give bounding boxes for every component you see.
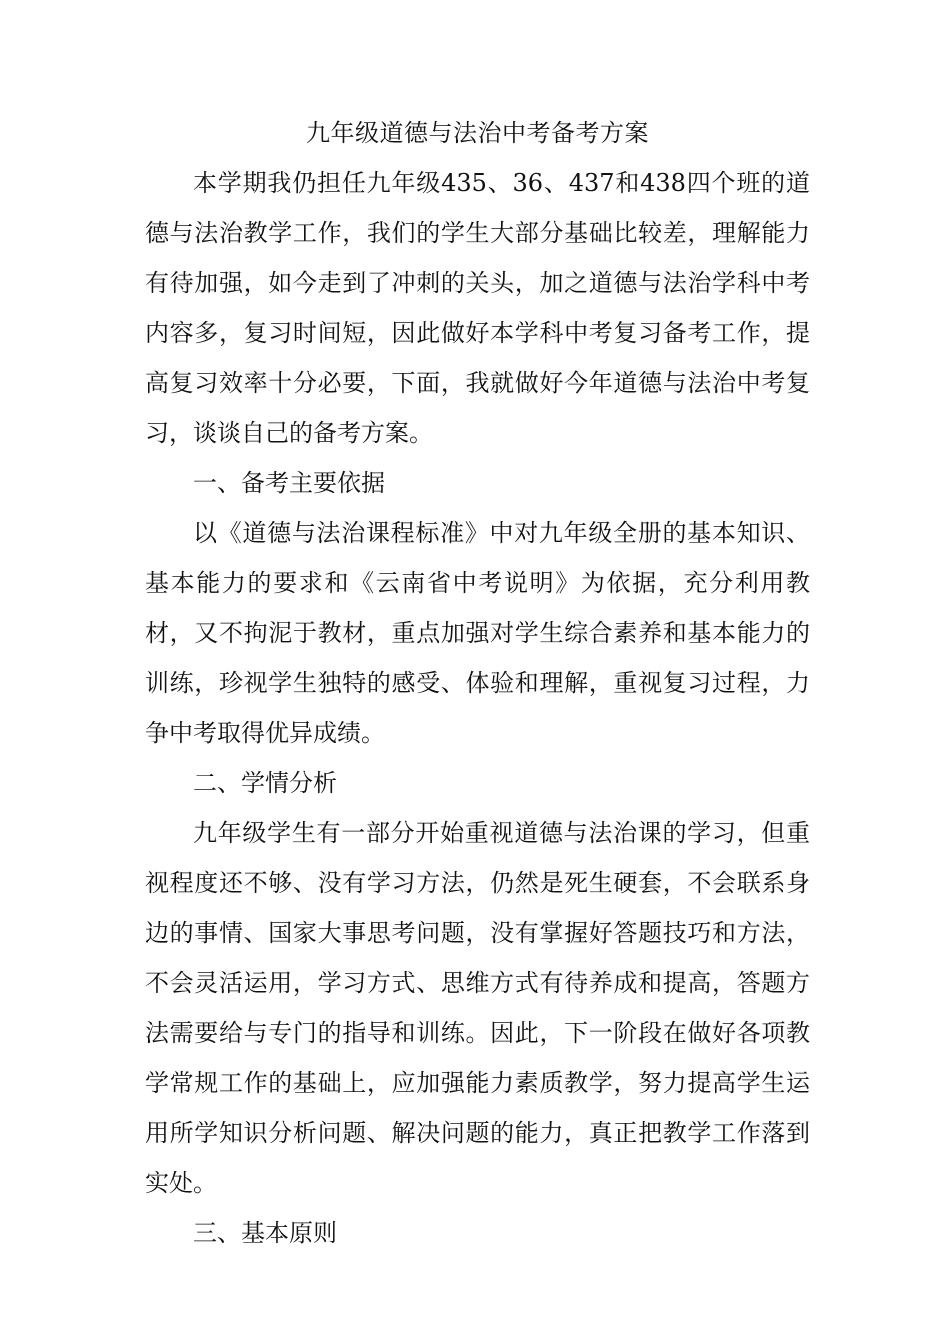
section-heading-basis: 一、备考主要依据 <box>193 469 385 497</box>
section-body-analysis: 九年级学生有一部分开始重视道德与法治课的学习，但重视程度还不够、没有学习方法，仍然是死生硬套，不会联系身边的事情、国家大事思考问题，没有掌握好答题技巧和方法，不会灵活运用，学习方式、思维方式有待养成和提高，答题方法需要给与专门的指导和训练。因此，下一阶段在做好各项教学常规工作的基础上，应加强能力素质教学，努力提高学生运用所学知识分析问题、解决问题的能力，真正把教学工作落到实处。 <box>145 819 810 1197</box>
section-body-basis: 以《道德与法治课程标准》中对九年级全册的基本知识、基本能力的要求和《云南省中考说明》为依据，充分利用教材，又不拘泥于教材，重点加强对学生综合素养和基本能力的训练，珍视学生独特的感受、体验和理解，重视复习过程，力争中考取得优异成绩。 <box>145 519 810 747</box>
section-heading-principles: 三、基本原则 <box>193 1219 337 1247</box>
document-page <box>145 108 810 1258</box>
section-heading-analysis: 二、学情分析 <box>193 769 337 797</box>
intro-paragraph: 本学期我仍担任九年级435、36、437和438四个班的道德与法治教学工作，我们的学生大部分基础比较差，理解能力有待加强，如今走到了冲刺的关头，加之道德与法治学科中考内容多，复习时间短，因此做好本学科中考复习备考工作，提高复习效率十分必要，下面，我就做好今年道德与法治中考复习，谈谈自己的备考方案。 <box>145 169 810 447</box>
document-title: 九年级道德与法治中考备考方案 <box>306 119 649 147</box>
